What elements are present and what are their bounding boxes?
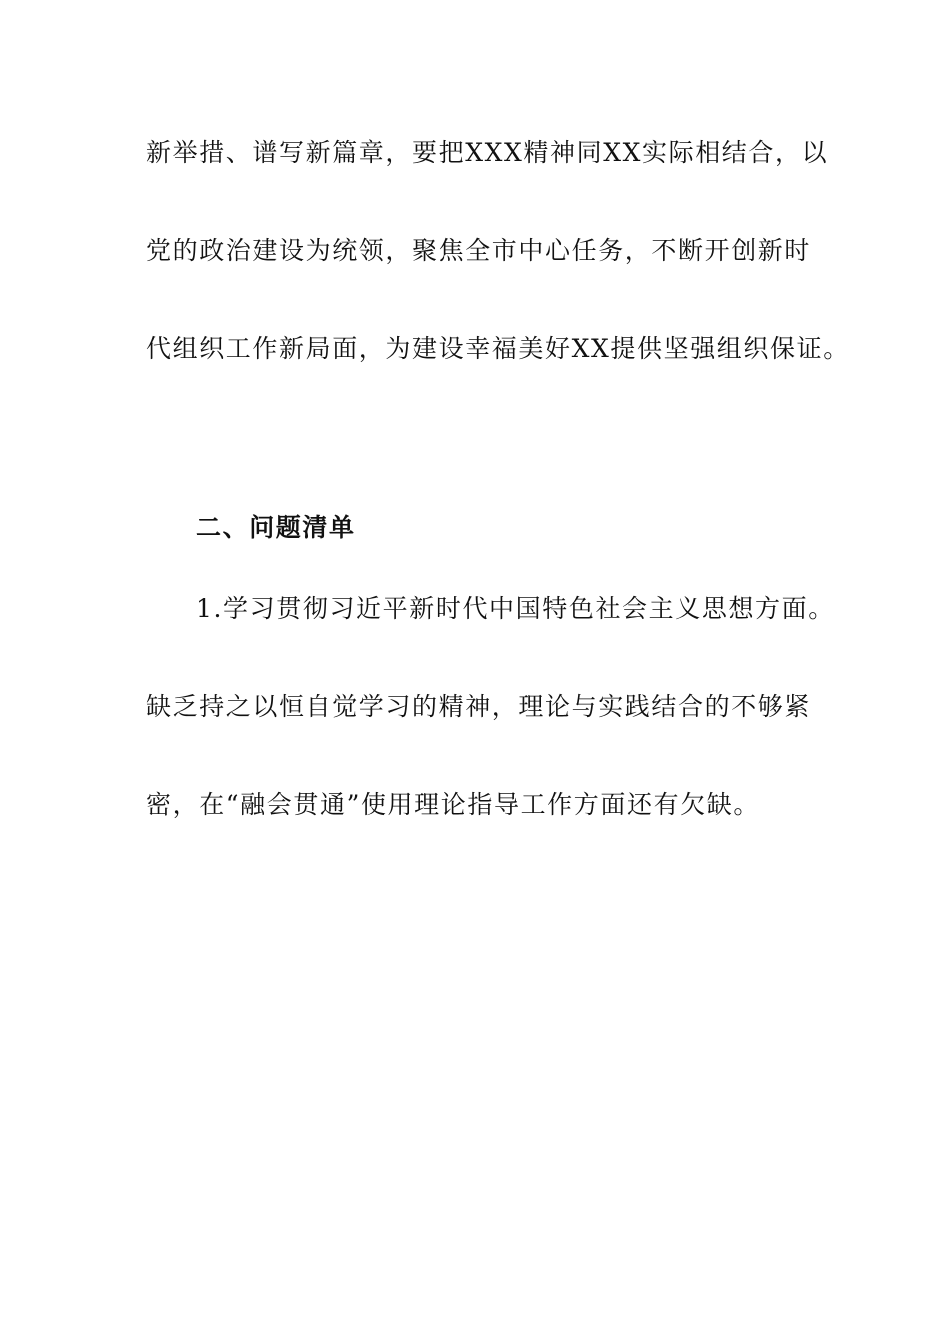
paragraph-line: 党的政治建设为统领，聚焦全市中心任务，不断开创新时 — [146, 236, 812, 265]
paragraph-line: 密，在“融会贯通”使用理论指导工作方面还有欠缺。 — [146, 790, 760, 819]
list-item-title: 1.学习贯彻习近平新时代中国特色社会主义思想方面。 — [196, 594, 835, 623]
paragraph-line: 缺乏持之以恒自觉学习的精神，理论与实践结合的不够紧 — [146, 692, 812, 721]
paragraph-line: 代组织工作新局面，为建设幸福美好XX提供坚强组织保证。 — [146, 334, 850, 363]
section-heading: 二、问题清单 — [196, 513, 356, 542]
paragraph-line: 新举措、谱写新篇章，要把XXX精神同XX实际相结合，以 — [146, 138, 829, 167]
